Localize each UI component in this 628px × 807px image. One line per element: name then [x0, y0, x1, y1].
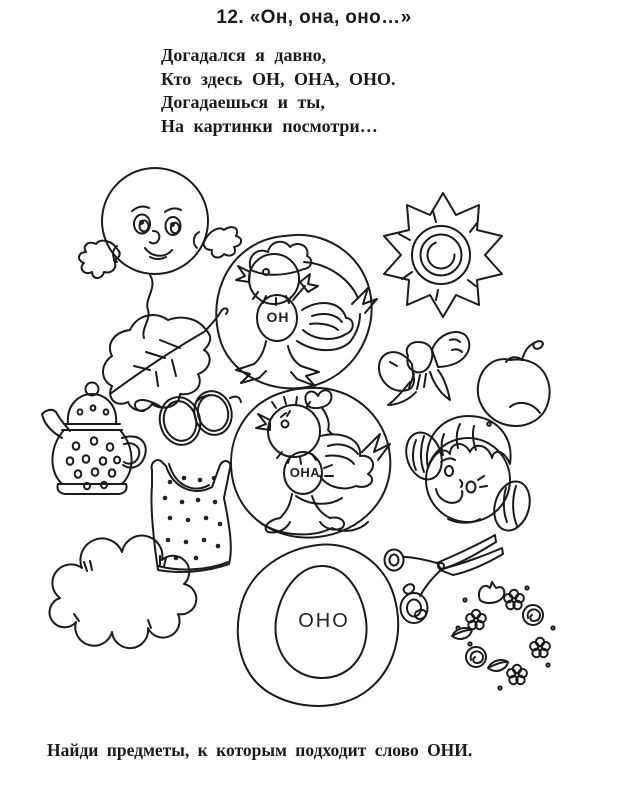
cloud-figure	[50, 536, 197, 649]
label-ona: ОНА	[289, 465, 321, 480]
wreath-figure	[452, 582, 555, 690]
poem-line: Догадаешься и ты,	[161, 92, 325, 112]
poem-line: Кто здесь ОН, ОНА, ОНО.	[161, 68, 396, 89]
sun-figure	[384, 193, 502, 317]
glasses-figure	[135, 387, 241, 449]
bow-figure	[379, 332, 469, 405]
scissors-figure	[385, 535, 504, 623]
label-on: ОН	[266, 309, 290, 325]
girl-figure	[400, 416, 535, 535]
teapot-figure	[42, 383, 146, 495]
page-title: 12. «Он, она, оно…»	[216, 7, 412, 28]
label-ono: ОНО	[298, 610, 350, 632]
instruction-text: Найди предметы, к которым подходит слово ОНИ.	[47, 740, 473, 760]
apple-figure	[478, 341, 550, 426]
poem-line: Догадался я давно,	[161, 45, 327, 65]
poem-line: На картинки посмотри…	[161, 115, 378, 136]
